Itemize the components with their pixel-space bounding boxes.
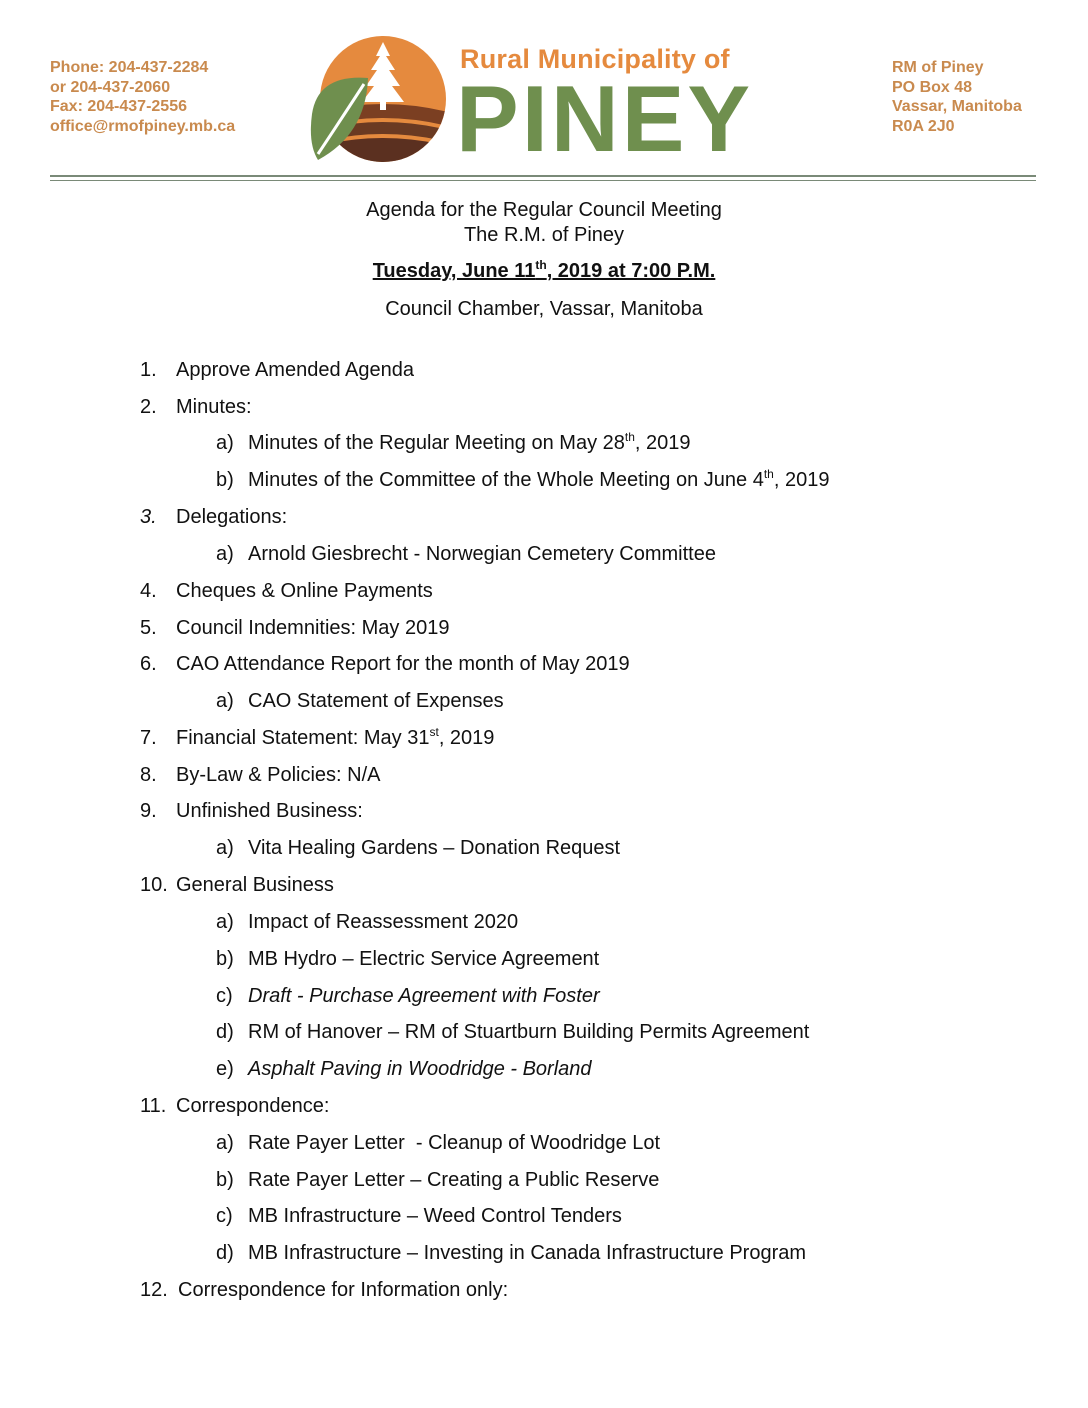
sub-item-letter: a) [216,1132,234,1154]
agenda-item: Council Indemnities: May 2019 [176,617,450,639]
date-suffix: th [535,258,547,272]
agenda-sub-item: Minutes of the Committee of the Whole Meeting on June 4th, 2019 [248,467,830,491]
agenda-sub-item: CAO Statement of Expenses [248,690,504,712]
item-number: 3. [140,506,157,528]
address-postal: R0A 2J0 [892,117,955,135]
sub-item-letter: d) [216,1242,234,1264]
agenda-subtitle: The R.M. of Piney [463,224,625,246]
mailing-address [892,58,1022,136]
item-number: 1. [140,359,157,381]
sub-item-letter: a) [216,432,234,454]
agenda-sub-item: MB Infrastructure – Weed Control Tenders [248,1205,622,1227]
address-name: RM of Piney [892,59,984,76]
agenda-title: Agenda for the Regular Council Meeting [366,199,722,221]
phone-line: Phone: 204-437-2284 [50,59,209,76]
agenda-sub-item: Vita Healing Gardens – Donation Request [248,837,621,859]
sub-item-letter: b) [216,948,234,970]
agenda-item: By-Law & Policies: N/A [176,764,381,786]
sub-item-letter: b) [216,1169,234,1191]
address-box: PO Box 48 [892,78,973,96]
meeting-location: Council Chamber, Vassar, Manitoba [385,298,703,320]
fax-line: Fax: 204-437-2556 [50,98,187,115]
item-number: 11. [140,1095,167,1117]
agenda-sub-item: Asphalt Paving in Woodridge - Borland [248,1058,592,1080]
pine-tree-sunset-leaf-logo-icon [308,34,458,164]
sub-item-letter: d) [216,1021,234,1043]
agenda-sub-item: Arnold Giesbrecht - Norwegian Cemetery Committee [248,543,716,565]
logo-line2: PINEY [456,66,754,171]
date-main: Tuesday, June 11 [372,260,536,282]
sub-item-letter: a) [216,543,234,565]
sub-item-letter: a) [216,837,234,859]
agenda-item: Financial Statement: May 31st, 2019 [176,725,495,749]
email-line: office@rmofpiney.mb.ca [50,117,236,135]
agenda-sub-item: RM of Hanover – RM of Stuartburn Building Permits Agreement [248,1021,810,1043]
header-divider [50,175,1036,177]
agenda-sub-item: Impact of Reassessment 2020 [248,911,519,933]
agenda-item: General Business [176,874,334,896]
item-number: 2. [140,396,157,418]
agenda-item: Cheques & Online Payments [176,580,433,602]
agenda-sub-item: MB Hydro – Electric Service Agreement [248,948,600,970]
meeting-date [0,260,1088,283]
agenda-sub-item: MB Infrastructure – Investing in Canada Infrastructure Program [248,1242,807,1264]
item-number: 5. [140,617,157,639]
item-number: 7. [140,727,157,749]
item-number: 6. [140,653,157,675]
agenda-item: Minutes: [176,396,252,418]
sub-item-letter: c) [216,1205,233,1227]
header-divider-thin [50,180,1036,181]
agenda-sub-item: Rate Payer Letter – Creating a Public Reserve [248,1169,660,1191]
address-city: Vassar, Manitoba [892,98,1022,115]
item-number: 8. [140,764,157,786]
contact-info [50,58,235,136]
municipality-logo [308,34,783,171]
item-number: 12. [140,1279,168,1301]
agenda-item: Delegations: [176,506,288,528]
agenda-item: Correspondence for Information only: [178,1279,509,1301]
sub-item-letter: b) [216,469,234,491]
date-time: , 2019 at 7:00 P.M. [546,260,716,282]
agenda-sub-item: Rate Payer Letter - Cleanup of Woodridge Lot [248,1132,661,1154]
alt-phone-line: or 204-437-2060 [50,78,171,96]
agenda-item: Approve Amended Agenda [176,359,414,381]
agenda-sub-item: Minutes of the Regular Meeting on May 28th, 2019 [248,430,691,454]
sub-item-letter: a) [216,911,234,933]
sub-item-letter: c) [216,985,233,1007]
agenda-item: Correspondence: [176,1095,330,1117]
item-number: 9. [140,800,157,822]
item-number: 4. [140,580,157,602]
sub-item-letter: a) [216,690,234,712]
item-number: 10. [140,874,168,896]
logo-line1: Rural Municipality of [460,44,730,74]
agenda-sub-item: Draft - Purchase Agreement with Foster [248,985,600,1007]
agenda-item: CAO Attendance Report for the month of May 2019 [176,653,630,675]
agenda-item: Unfinished Business: [176,800,363,822]
sub-item-letter: e) [216,1058,234,1080]
